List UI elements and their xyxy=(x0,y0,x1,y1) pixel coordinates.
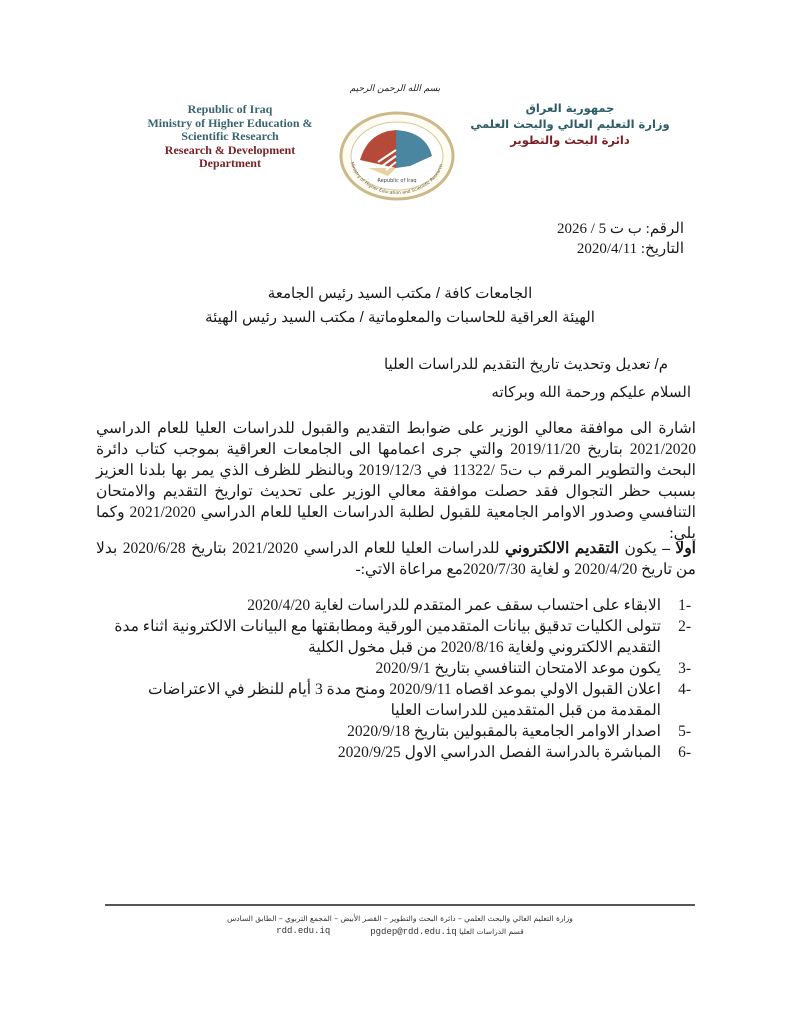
addressees xyxy=(150,282,650,330)
list-item-number: 5- xyxy=(678,723,691,740)
list-item-text: اصدار الاوامر الجامعية بالمقبولين بتاريخ 2020/9/18 xyxy=(347,723,661,740)
list-item-text: اعلان القبول الاولي بموعد اقصاه 2020/9/11 ومنح مدة 3 أيام للنظر في الاعتراضات المقدمة من قبل المتقدمين للدراسات العليا xyxy=(147,681,661,719)
english-letterhead xyxy=(140,103,320,171)
list-item-number: 4- xyxy=(678,681,691,698)
clause-lead: اولا – xyxy=(656,540,696,557)
clause-rest: للدراسات العليا للعام الدراسي 2021/2020 بتاريخ 2020/6/28 بدلا من تاريخ 2020/4/20 و لغاية 2020/7/30مع مراعاة الاتي:- xyxy=(96,540,696,578)
footer-email-link[interactable]: pgdep@rdd.edu.iq xyxy=(370,927,457,937)
list-item xyxy=(96,721,691,742)
reference-block xyxy=(557,219,684,259)
subject-line: م/ تعديل وتحديث تاريخ التقديم للدراسات العليا xyxy=(383,356,668,373)
reference-number-label: الرقم: xyxy=(645,221,684,237)
basmala: بسم الله الرحمن الرحيم xyxy=(349,84,441,94)
reference-date-value: 2020/4/11 xyxy=(576,241,638,257)
footer-address: وزارة التعليم العالي والبحث العلمي – دائرة البحث والتطوير – القصر الأبيض – المجمع التربوي – الطابق السادس xyxy=(227,914,573,923)
list-item-text: المباشرة بالدراسة الفصل الدراسي الاول 2020/9/25 xyxy=(337,744,661,761)
addressee-line: الجامعات كافة / مكتب السيد رئيس الجامعة xyxy=(267,285,533,302)
list-item xyxy=(96,616,691,658)
list-item-number: 1- xyxy=(678,597,691,614)
reference-number-value: ب ت 5 / 2026 xyxy=(556,221,642,237)
footer-dept: قسم الدراسات العليا xyxy=(459,927,524,936)
ministry-emblem-icon xyxy=(338,110,456,202)
header-country: Republic of Iraq xyxy=(187,102,273,116)
header-ministry-ar: وزارة التعليم العالي والبحث العلمي xyxy=(470,117,670,131)
footer-dept-contact xyxy=(370,925,524,939)
header-ministry-cont: Scientific Research xyxy=(181,129,279,143)
footer-contacts xyxy=(150,925,650,939)
conditions-list xyxy=(96,595,691,763)
list-item xyxy=(96,595,691,616)
header-ministry: Ministry of Higher Education & xyxy=(147,115,313,130)
clause-bold-term: التقديم الالكتروني xyxy=(504,540,620,557)
footer-divider xyxy=(105,904,695,906)
header-country-ar: جمهورية العراق xyxy=(525,101,615,115)
list-item-text: الابقاء على احتساب سقف عمر المتقدم للدراسات لغاية 2020/4/20 xyxy=(247,597,661,614)
footer-website-link[interactable]: rdd.edu.iq xyxy=(276,926,331,936)
header-department-cont: Department xyxy=(199,156,261,170)
list-item-text: يكون موعد الامتحان التنافسي بتاريخ 2020/9/1 xyxy=(375,660,661,677)
list-item-number: 3- xyxy=(678,660,691,677)
arabic-letterhead xyxy=(470,100,670,148)
list-item xyxy=(96,679,691,721)
list-item-number: 6- xyxy=(678,744,691,761)
list-item-text: تتولى الكليات تدقيق بيانات المتقدمين الورقية ومطابقتها مع البيانات الالكترونية اثناء مدة التقديم الالكتروني ولغاية 2020/8/16 من قبل مخول الكلية xyxy=(114,618,661,656)
greeting: السلام عليكم ورحمة الله وبركاته xyxy=(491,384,691,401)
header-department: Research & Development xyxy=(164,142,296,157)
reference-date-label: التاريخ: xyxy=(640,241,684,257)
reference-date xyxy=(557,239,684,259)
emblem-inner-text: Republic of Iraq xyxy=(377,178,417,184)
first-clause xyxy=(96,538,696,580)
list-item xyxy=(96,742,691,763)
emblem-ring-text: Ministry of Higher Education and Scientific Research xyxy=(348,161,445,197)
ministry-emblem-svg xyxy=(338,110,456,202)
addressee-line: الهيئة العراقية للحاسبات والمعلوماتية / مكتب السيد رئيس الهيئة xyxy=(205,309,595,326)
body-paragraph: اشارة الى موافقة معالي الوزير على ضوابط التقديم والقبول للدراسات العليا للعام الدراسي 2021/2020 بتاريخ 2019/11/20 والتي جرى اعمامها الى الجامعات العراقية بموجب كتاب دائرة البحث والتطوير المرقم ب ت5 /11322 في 2019/12/3 وبالنظر للظرف الذي يمر بها بلدنا العزيز بسبب حظر التجوال فقد حصلت موافقة معالي الوزير على تحديث تواريخ التقديم والامتحان التنافسي وصدور الاوامر الجامعية للقبول لطلبة الدراسات العليا للعام الدراسي 2021/2020 وكما يلي: xyxy=(96,420,696,542)
clause-verb: يكون xyxy=(619,540,657,557)
list-item-number: 2- xyxy=(678,618,691,635)
header-department-ar: دائرة البحث والتطوير xyxy=(510,133,630,147)
reference-number xyxy=(557,219,684,239)
list-item xyxy=(96,658,691,679)
footer xyxy=(150,912,650,939)
